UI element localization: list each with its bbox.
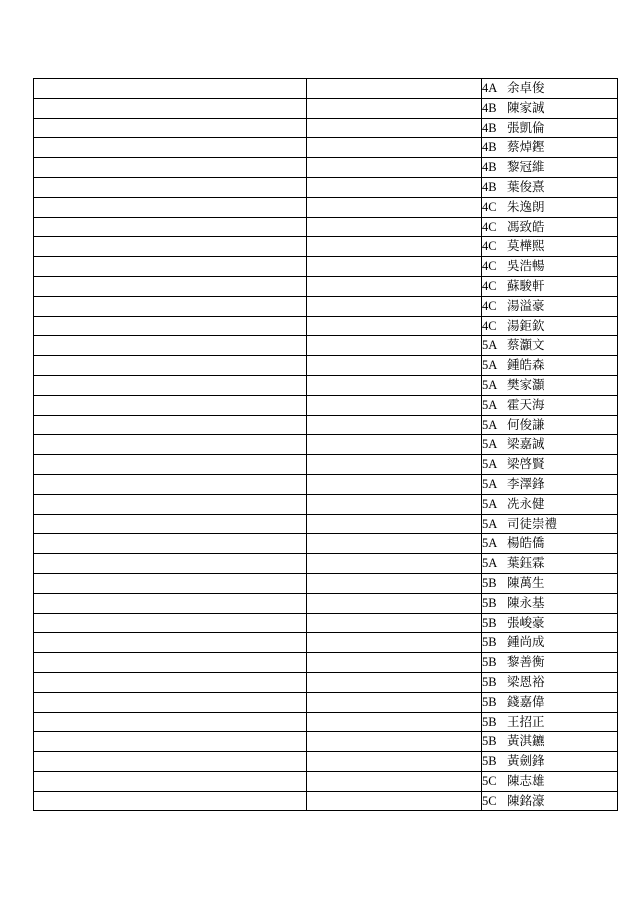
student-name: 葉俊熹 — [507, 179, 545, 194]
blank-cell — [34, 79, 307, 99]
student-class: 5C — [482, 793, 497, 808]
blank-cell — [307, 217, 482, 237]
blank-cell — [307, 573, 482, 593]
table-row — [34, 177, 618, 197]
student-class: 5A — [482, 437, 498, 452]
student-class: 5B — [482, 694, 497, 709]
student-class: 4C — [482, 298, 497, 313]
student-name: 楊皓僑 — [507, 536, 545, 551]
student-class: 4C — [482, 199, 497, 214]
blank-cell — [307, 534, 482, 554]
table-row — [34, 613, 618, 633]
blank-cell — [307, 752, 482, 772]
blank-cell — [307, 633, 482, 653]
student-name: 張凱倫 — [507, 120, 545, 135]
student-name: 湯鉅欽 — [507, 318, 545, 333]
blank-cell — [307, 177, 482, 197]
blank-cell — [307, 712, 482, 732]
blank-cell — [34, 138, 307, 158]
blank-cell — [34, 257, 307, 277]
blank-cell — [307, 672, 482, 692]
student-entry-cell — [482, 712, 618, 732]
student-class: 5A — [482, 377, 498, 392]
blank-cell — [307, 771, 482, 791]
table-row — [34, 375, 618, 395]
student-name: 梁啓賢 — [507, 457, 545, 472]
student-class: 5B — [482, 575, 497, 590]
student-entry-cell — [482, 494, 618, 514]
table-row — [34, 752, 618, 772]
blank-cell — [307, 494, 482, 514]
student-name: 黃淇鑣 — [507, 734, 545, 749]
student-entry-cell — [482, 375, 618, 395]
table-row — [34, 197, 618, 217]
blank-cell — [307, 257, 482, 277]
blank-cell — [34, 791, 307, 811]
blank-cell — [307, 375, 482, 395]
student-entry-cell — [482, 593, 618, 613]
student-entry-cell — [482, 237, 618, 257]
student-entry-cell — [482, 158, 618, 178]
table-row — [34, 296, 618, 316]
student-entry-cell — [482, 316, 618, 336]
blank-cell — [307, 237, 482, 257]
table-row — [34, 474, 618, 494]
student-entry-cell — [482, 79, 618, 99]
table-row — [34, 494, 618, 514]
blank-cell — [307, 593, 482, 613]
blank-cell — [307, 554, 482, 574]
student-name: 陳萬生 — [507, 575, 545, 590]
table-row — [34, 276, 618, 296]
student-class: 5B — [482, 734, 497, 749]
table-row — [34, 415, 618, 435]
table-row — [34, 356, 618, 376]
blank-cell — [34, 217, 307, 237]
student-entry-cell — [482, 732, 618, 752]
blank-cell — [307, 732, 482, 752]
student-name: 何俊謙 — [507, 417, 545, 432]
table-row — [34, 633, 618, 653]
blank-cell — [307, 79, 482, 99]
student-name: 黎冠維 — [507, 160, 545, 175]
student-class: 4C — [482, 278, 497, 293]
blank-cell — [34, 197, 307, 217]
student-class: 5B — [482, 635, 497, 650]
table-row — [34, 217, 618, 237]
blank-cell — [307, 653, 482, 673]
student-class: 4C — [482, 318, 497, 333]
blank-cell — [34, 593, 307, 613]
roster-table-body — [34, 79, 618, 811]
student-name: 李澤鋒 — [507, 476, 545, 491]
student-name: 湯溢豪 — [507, 298, 545, 313]
student-name: 霍天海 — [507, 397, 545, 412]
table-row — [34, 435, 618, 455]
blank-cell — [307, 336, 482, 356]
student-name: 錢嘉偉 — [507, 694, 545, 709]
student-entry-cell — [482, 534, 618, 554]
student-class: 5B — [482, 655, 497, 670]
student-class: 5B — [482, 615, 497, 630]
student-name: 蘇駿軒 — [507, 278, 545, 293]
student-class: 4C — [482, 259, 497, 274]
student-class: 5A — [482, 476, 498, 491]
blank-cell — [34, 356, 307, 376]
blank-cell — [307, 356, 482, 376]
blank-cell — [307, 613, 482, 633]
blank-cell — [34, 752, 307, 772]
table-row — [34, 316, 618, 336]
student-entry-cell — [482, 474, 618, 494]
table-row — [34, 732, 618, 752]
student-class: 5B — [482, 595, 497, 610]
student-entry-cell — [482, 336, 618, 356]
student-class: 5A — [482, 397, 498, 412]
blank-cell — [34, 494, 307, 514]
blank-cell — [307, 514, 482, 534]
student-name: 陳銘濠 — [507, 793, 545, 808]
student-name: 葉鈺霖 — [507, 556, 545, 571]
blank-cell — [34, 177, 307, 197]
table-row — [34, 712, 618, 732]
blank-cell — [34, 455, 307, 475]
blank-cell — [34, 692, 307, 712]
student-entry-cell — [482, 692, 618, 712]
blank-cell — [34, 118, 307, 138]
blank-cell — [34, 395, 307, 415]
blank-cell — [307, 791, 482, 811]
student-entry-cell — [482, 257, 618, 277]
blank-cell — [307, 692, 482, 712]
table-row — [34, 593, 618, 613]
blank-cell — [307, 415, 482, 435]
table-row — [34, 79, 618, 99]
table-row — [34, 554, 618, 574]
student-class: 5A — [482, 358, 498, 373]
blank-cell — [34, 633, 307, 653]
student-entry-cell — [482, 138, 618, 158]
student-name: 陳志雄 — [507, 773, 545, 788]
student-entry-cell — [482, 356, 618, 376]
blank-cell — [34, 98, 307, 118]
student-name: 蔡焯鏗 — [507, 140, 545, 155]
table-row — [34, 98, 618, 118]
student-name: 陳永基 — [507, 595, 545, 610]
table-row — [34, 573, 618, 593]
student-class: 5B — [482, 714, 497, 729]
table-row — [34, 158, 618, 178]
student-entry-cell — [482, 395, 618, 415]
student-class: 5A — [482, 417, 498, 432]
student-class: 5C — [482, 773, 497, 788]
blank-cell — [34, 771, 307, 791]
student-entry-cell — [482, 455, 618, 475]
blank-cell — [307, 455, 482, 475]
blank-cell — [307, 276, 482, 296]
student-entry-cell — [482, 435, 618, 455]
student-class: 5B — [482, 674, 497, 689]
blank-cell — [34, 573, 307, 593]
blank-cell — [34, 237, 307, 257]
student-name: 黎善衡 — [507, 655, 545, 670]
blank-cell — [307, 435, 482, 455]
student-entry-cell — [482, 791, 618, 811]
blank-cell — [34, 415, 307, 435]
student-entry-cell — [482, 177, 618, 197]
blank-cell — [34, 534, 307, 554]
student-entry-cell — [482, 276, 618, 296]
table-row — [34, 237, 618, 257]
student-entry-cell — [482, 217, 618, 237]
blank-cell — [307, 158, 482, 178]
student-class: 4B — [482, 179, 497, 194]
student-name: 王招正 — [507, 714, 545, 729]
student-name: 余卓俊 — [507, 81, 545, 95]
student-name: 冼永健 — [507, 496, 545, 511]
student-name: 莫樺熙 — [507, 239, 545, 254]
student-class: 5A — [482, 457, 498, 472]
student-class: 4B — [482, 140, 497, 155]
blank-cell — [34, 336, 307, 356]
blank-cell — [307, 138, 482, 158]
student-entry-cell — [482, 98, 618, 118]
blank-cell — [34, 732, 307, 752]
student-entry-cell — [482, 573, 618, 593]
student-entry-cell — [482, 613, 618, 633]
blank-cell — [34, 296, 307, 316]
student-class: 4B — [482, 100, 497, 115]
table-row — [34, 138, 618, 158]
student-name: 梁恩裕 — [507, 674, 545, 689]
table-row — [34, 336, 618, 356]
student-entry-cell — [482, 118, 618, 138]
student-entry-cell — [482, 653, 618, 673]
student-name: 司徒崇禮 — [507, 516, 558, 531]
student-class: 4C — [482, 219, 497, 234]
blank-cell — [34, 474, 307, 494]
student-class: 5A — [482, 556, 498, 571]
blank-cell — [34, 712, 307, 732]
blank-cell — [307, 118, 482, 138]
student-class: 4B — [482, 120, 497, 135]
student-name: 朱逸朗 — [507, 199, 545, 214]
blank-cell — [307, 197, 482, 217]
student-name: 黃劍鋒 — [507, 754, 545, 769]
student-class: 4C — [482, 239, 497, 254]
blank-cell — [34, 613, 307, 633]
student-name: 張峻豪 — [507, 615, 545, 630]
table-row — [34, 791, 618, 811]
student-name: 梁嘉誠 — [507, 437, 545, 452]
student-entry-cell — [482, 771, 618, 791]
blank-cell — [307, 474, 482, 494]
student-entry-cell — [482, 197, 618, 217]
blank-cell — [307, 296, 482, 316]
student-class: 5B — [482, 754, 497, 769]
student-entry-cell — [482, 415, 618, 435]
student-class: 5A — [482, 496, 498, 511]
student-entry-cell — [482, 514, 618, 534]
table-row — [34, 455, 618, 475]
blank-cell — [34, 672, 307, 692]
student-entry-cell — [482, 633, 618, 653]
student-entry-cell — [482, 296, 618, 316]
student-name: 馮致皓 — [507, 219, 545, 234]
blank-cell — [34, 514, 307, 534]
table-row — [34, 771, 618, 791]
blank-cell — [34, 276, 307, 296]
student-class: 4B — [482, 160, 497, 175]
table-row — [34, 395, 618, 415]
student-class: 5A — [482, 516, 498, 531]
table-row — [34, 118, 618, 138]
table-row — [34, 257, 618, 277]
blank-cell — [34, 316, 307, 336]
table-row — [34, 672, 618, 692]
blank-cell — [34, 375, 307, 395]
student-name: 鍾皓森 — [507, 358, 545, 373]
blank-cell — [307, 98, 482, 118]
student-name: 樊家灝 — [507, 377, 545, 392]
student-name: 陳家誠 — [507, 100, 545, 115]
student-class: 5A — [482, 338, 498, 353]
student-class: 5A — [482, 536, 498, 551]
blank-cell — [34, 653, 307, 673]
student-entry-cell — [482, 554, 618, 574]
table-row — [34, 514, 618, 534]
blank-cell — [34, 435, 307, 455]
blank-cell — [307, 316, 482, 336]
student-name: 蔡灝文 — [507, 338, 545, 353]
student-roster-table — [33, 78, 618, 811]
blank-cell — [34, 158, 307, 178]
student-entry-cell — [482, 752, 618, 772]
table-row — [34, 653, 618, 673]
student-class: 4A — [482, 81, 498, 95]
student-name: 吳浩暢 — [507, 259, 545, 274]
table-row — [34, 692, 618, 712]
blank-cell — [34, 554, 307, 574]
table-row — [34, 534, 618, 554]
blank-cell — [307, 395, 482, 415]
student-entry-cell — [482, 672, 618, 692]
student-name: 鍾尚成 — [507, 635, 545, 650]
